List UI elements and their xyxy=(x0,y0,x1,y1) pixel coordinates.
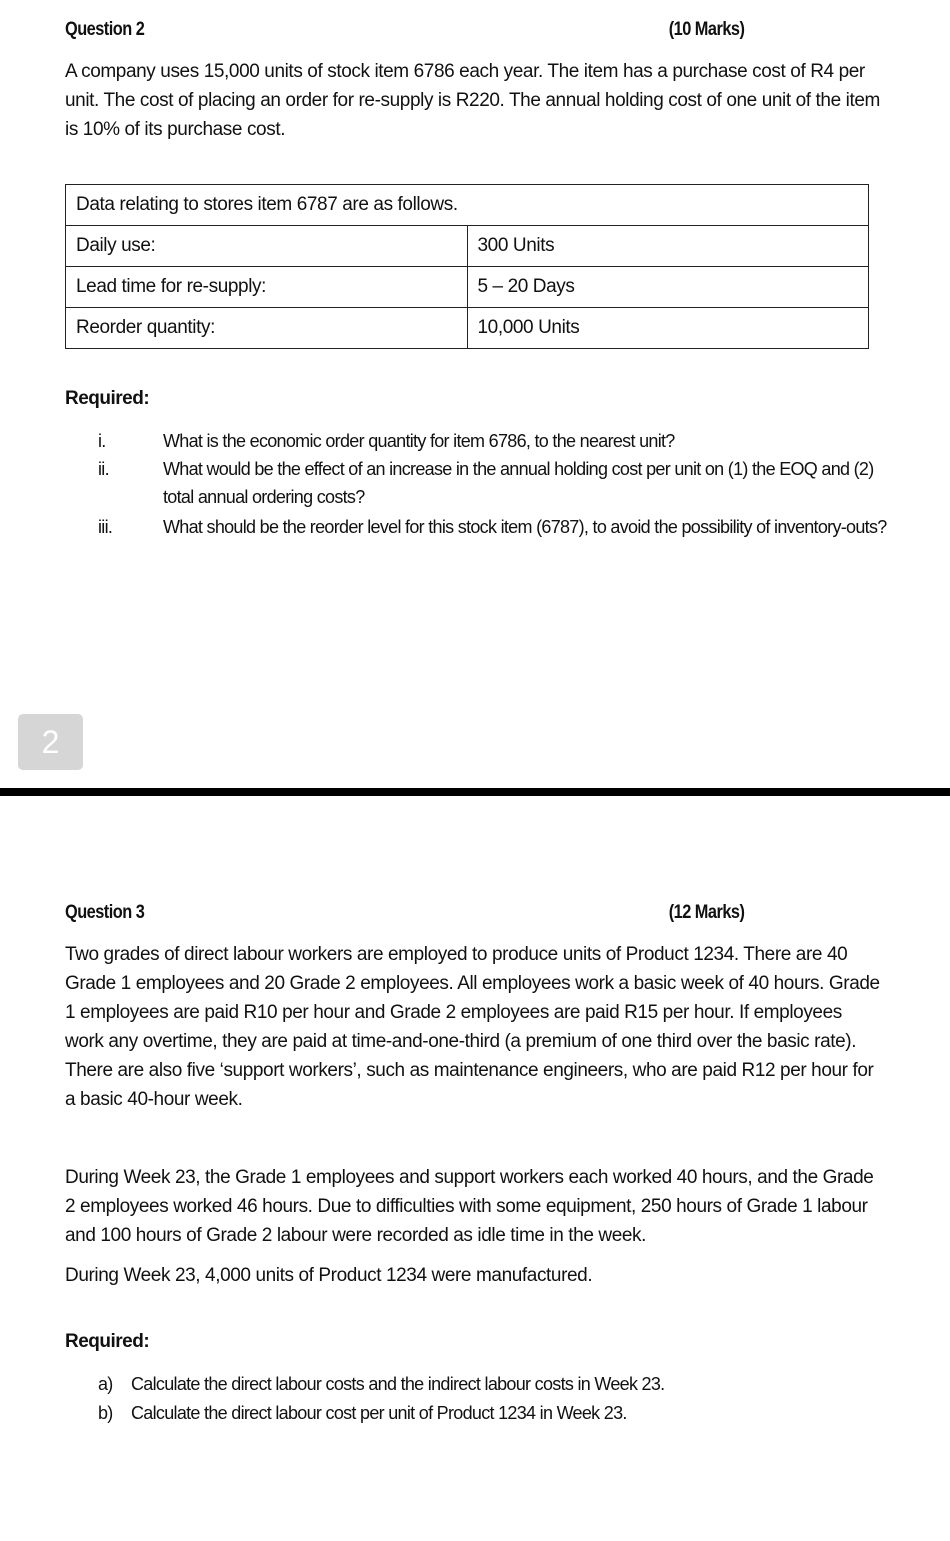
table-row xyxy=(66,226,869,267)
table-row xyxy=(66,308,869,349)
question-2-required-label: Required: xyxy=(65,388,150,409)
row-label: Reorder quantity: xyxy=(66,308,468,349)
question-3-header xyxy=(65,902,873,924)
question-3-paragraph-3: During Week 23, 4,000 units of Product 1234 were manufactured. xyxy=(65,1265,593,1286)
question-3-paragraph-1: Two grades of direct labour workers are employed to produce units of Product 1234. There are 40 Grade 1 employees and 20 Grade 2 employees. All employees work a basic week of 40 hours. Grade 1 employees are paid R10 per hour and Grade 2 employees are paid R15 per hour. If employees work any overtime, they are paid at time-and-one-third (a premium of one third over the basic rate). There are also five ‘support workers’, such as maintenance engineers, who are paid R12 per hour for a basic 40-hour week. xyxy=(65,944,880,1110)
table-row xyxy=(66,267,869,308)
list-marker: ii. xyxy=(98,459,109,479)
row-value: 10,000 Units xyxy=(467,308,869,349)
question-2-title: Question 2 xyxy=(65,19,145,40)
list-marker: i. xyxy=(98,431,106,451)
list-marker: a) xyxy=(98,1374,113,1394)
question-3-required-label: Required: xyxy=(65,1331,150,1352)
row-label: Lead time for re-supply: xyxy=(66,267,468,308)
question-3-title: Question 3 xyxy=(65,902,145,923)
question-2-intro: A company uses 15,000 units of stock item 6786 each year. The item has a purchase cost of R4 per unit. The cost of placing an order for re-supply is R220. The annual holding cost of one unit of the item is 10% of its purchase cost. xyxy=(65,61,880,140)
list-text: What would be the effect of an increase in the annual holding cost per unit on (1) the EOQ and (2) total annual ordering costs? xyxy=(163,459,874,507)
question-2-marks: (10 Marks) xyxy=(668,19,745,40)
question-3-paragraph-2: During Week 23, the Grade 1 employees and support workers each worked 40 hours, and the Grade 2 employees worked 46 hours. Due to difficulties with some equipment, 250 hours of Grade 1 labour and 100 hours of Grade 2 labour were recorded as idle time in the week. xyxy=(65,1167,874,1246)
question-2-header xyxy=(65,19,873,41)
list-text: What is the economic order quantity for item 6786, to the nearest unit? xyxy=(163,431,675,451)
row-value: 5 – 20 Days xyxy=(467,267,869,308)
page-number-badge: 2 xyxy=(18,714,83,770)
list-text: What should be the reorder level for this stock item (6787), to avoid the possibility of inventory-outs? xyxy=(163,517,887,537)
list-marker: b) xyxy=(98,1403,113,1423)
row-value: 300 Units xyxy=(467,226,869,267)
row-label: Daily use: xyxy=(66,226,468,267)
page-separator xyxy=(0,788,950,796)
table-heading-row xyxy=(66,185,869,226)
table-heading: Data relating to stores item 6787 are as follows. xyxy=(66,185,869,226)
list-text: Calculate the direct labour cost per unit of Product 1234 in Week 23. xyxy=(131,1403,627,1423)
stores-item-table xyxy=(65,184,869,349)
list-text: Calculate the direct labour costs and the indirect labour costs in Week 23. xyxy=(131,1374,665,1394)
list-marker: iii. xyxy=(98,517,113,537)
question-3-marks: (12 Marks) xyxy=(668,902,745,923)
